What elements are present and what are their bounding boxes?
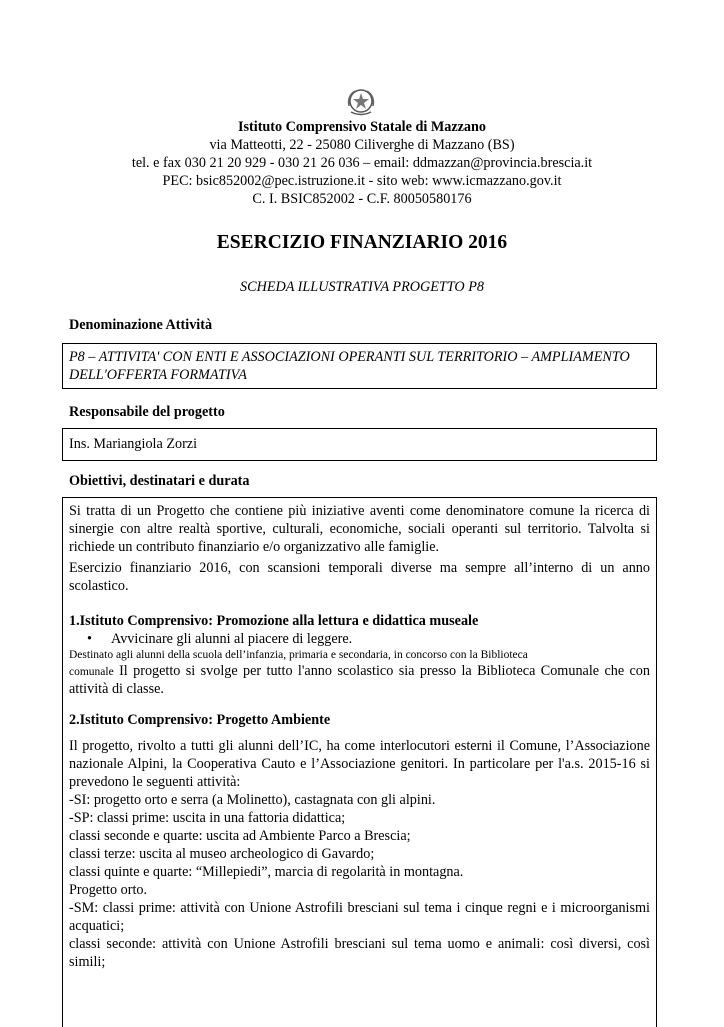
section-2-line: classi terze: uscita al museo archeologico di Gavardo; bbox=[69, 846, 375, 862]
intro-paragraph: Si tratta di un Progetto che contiene più iniziative aventi come denominatore comune la ricerca di sinergie con altre realtà sportive, culturali, economiche, sociali operanti sul territorio. Talvolta si richiede un contributo finanziario e/o organizzativo alle famiglie. bbox=[69, 503, 650, 555]
section-2-line: -SM: classi prime: attività con Unione Astrofili bresciani sul tema i cinque regni e i microorganismi acquatici; bbox=[69, 900, 650, 934]
section-2-line: classi seconde e quarte: uscita ad Ambiente Parco a Brescia; bbox=[69, 828, 411, 844]
section-1-text-cont: Il progetto si svolge per tutto l'anno scolastico sia presso la Biblioteca Comunale che con attività di classe. bbox=[69, 663, 650, 697]
esercizio-paragraph: Esercizio finanziario 2016, con scansioni temporali diverse ma sempre all’interno di un anno scolastico. bbox=[69, 560, 650, 594]
document-subtitle: SCHEDA ILLUSTRATIVA PROGETTO P8 bbox=[240, 279, 484, 295]
section-1-text bbox=[69, 662, 650, 698]
attivita-box bbox=[62, 343, 657, 389]
school-contacts: tel. e fax 030 21 20 929 - 030 21 26 036 – email: ddmazzan@provincia.brescia.it bbox=[131, 155, 593, 171]
republic-emblem-icon bbox=[343, 86, 379, 118]
section-2-line: classi quinte e quarte: “Millepiedi”, marcia di regolarità in montagna. bbox=[69, 864, 464, 880]
section-1-bullet bbox=[69, 630, 650, 648]
section-2-line: Progetto orto. bbox=[69, 882, 148, 898]
school-name: Istituto Comprensivo Statale di Mazzano bbox=[237, 119, 486, 135]
school-header bbox=[0, 118, 724, 208]
document-title: ESERCIZIO FINANZIARIO 2016 bbox=[216, 232, 508, 253]
obiettivi-label: Obiettivi, destinatari e durata bbox=[69, 473, 250, 489]
section-2-line: -SP: classi prime: uscita in una fattoria didattica; bbox=[69, 810, 346, 826]
section-1-bullet-text: Avvicinare gli alunni al piacere di leggere. bbox=[111, 631, 353, 647]
section-1-title: 1.Istituto Comprensivo: Promozione alla lettura e didattica museale bbox=[69, 613, 479, 629]
section-1-small-line: Destinato agli alunni della scuola dell’infanzia, primaria e secondaria, in concorso con la Biblioteca bbox=[69, 649, 528, 661]
section-2-line: classi seconde: attività con Unione Astrofili bresciani sul tema uomo e animali: così diversi, così simili; bbox=[69, 936, 650, 970]
school-address: via Matteotti, 22 - 25080 Ciliverghe di Mazzano (BS) bbox=[209, 137, 515, 153]
school-pec: PEC: bsic852002@pec.istruzione.it - sito web: www.icmazzano.gov.it bbox=[162, 173, 562, 189]
section-1-small-word: comunale bbox=[69, 666, 114, 678]
attivita-line-2: DELL'OFFERTA FORMATIVA bbox=[69, 367, 247, 383]
school-codes: C. I. BSIC852002 - C.F. 80050580176 bbox=[252, 191, 472, 207]
bullet-icon: • bbox=[87, 631, 92, 647]
obiettivi-box bbox=[62, 497, 657, 1027]
responsabile-value: Ins. Mariangiola Zorzi bbox=[69, 436, 198, 452]
section-2-list bbox=[69, 791, 650, 971]
section-2-title: 2.Istituto Comprensivo: Progetto Ambiente bbox=[69, 712, 331, 728]
section-2-line: -SI: progetto orto e serra (a Molinetto), castagnata con gli alpini. bbox=[69, 792, 436, 808]
responsabile-label: Responsabile del progetto bbox=[69, 404, 225, 420]
section-2-intro: Il progetto, rivolto a tutti gli alunni dell’IC, ha come interlocutori esterni il Comune, l’Associazione nazionale Alpini, la Cooperativa Cauto e l’Associazione genitori. In particolare per l'a.s. 2015-16 si prevedono le seguenti attività: bbox=[69, 738, 650, 790]
responsabile-box bbox=[62, 428, 657, 461]
attivita-label: Denominazione Attività bbox=[69, 317, 213, 333]
attivita-line-1: P8 – ATTIVITA' CON ENTI E ASSOCIAZIONI OPERANTI SUL TERRITORIO – AMPLIAMENTO bbox=[69, 349, 630, 365]
